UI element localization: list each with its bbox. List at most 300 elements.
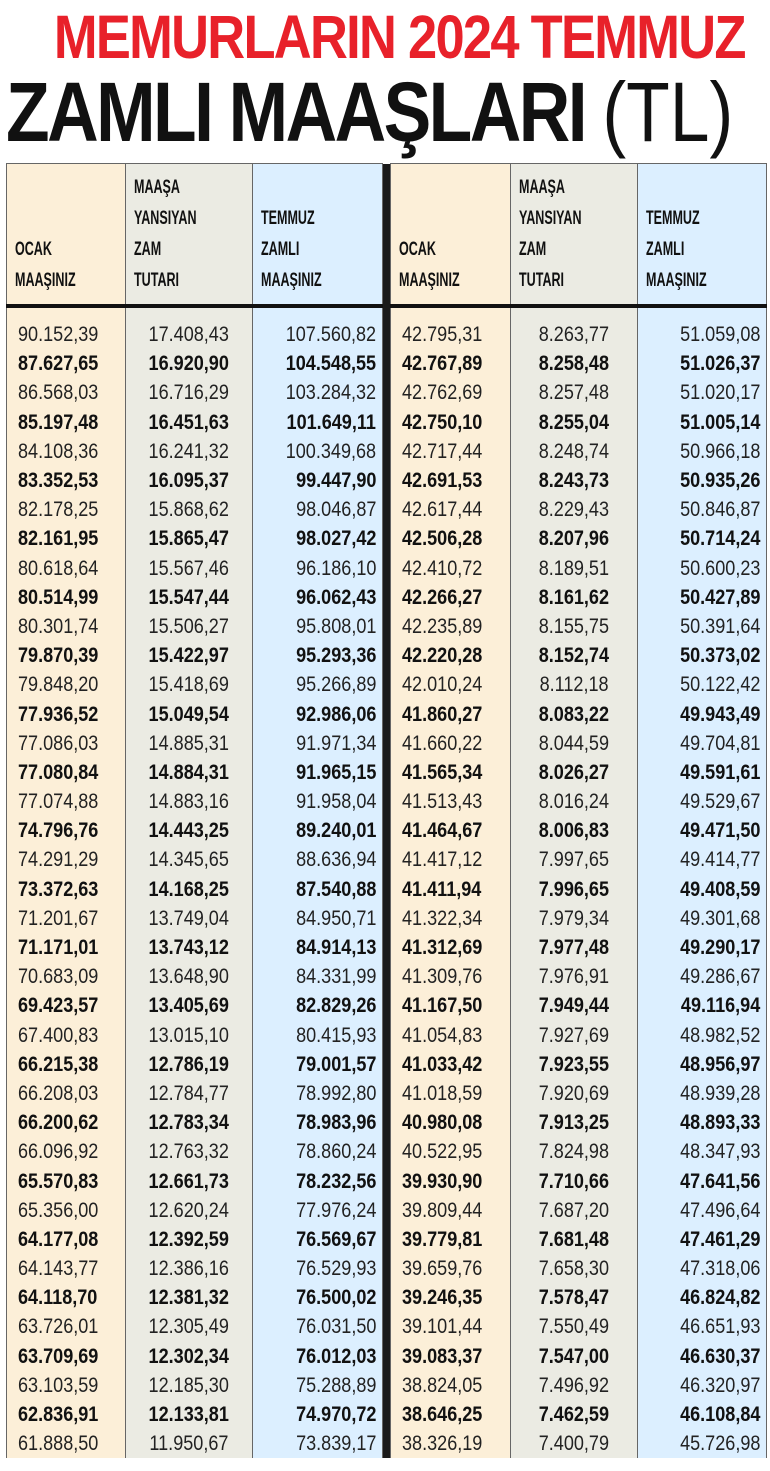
cell-temmuz-left: 96.186,10: [253, 554, 383, 583]
table-row: [7, 991, 767, 1020]
column-divider: [383, 904, 391, 933]
cell-zam-right: 8.255,04: [511, 408, 638, 437]
cell-zam-right: 7.658,30: [511, 1254, 638, 1283]
table-row: [7, 729, 767, 758]
cell-temmuz-left: 74.970,72: [253, 1400, 383, 1429]
cell-temmuz-right: 50.935,26: [638, 466, 767, 495]
cell-temmuz-right: 49.704,81: [638, 729, 767, 758]
cell-zam-left: 14.345,65: [126, 845, 253, 874]
table-row: [7, 670, 767, 699]
cell-temmuz-left: 88.636,94: [253, 845, 383, 874]
cell-ocak-right: 42.750,10: [391, 408, 511, 437]
column-divider: [383, 495, 391, 524]
cell-temmuz-left: 98.046,87: [253, 495, 383, 524]
cell-temmuz-left: 79.001,57: [253, 1050, 383, 1079]
cell-zam-left: 12.661,73: [126, 1166, 253, 1195]
table-row: [7, 1225, 767, 1254]
cell-zam-left: 14.168,25: [126, 875, 253, 904]
cell-temmuz-left: 78.983,96: [253, 1108, 383, 1137]
unit-label: (TL): [602, 65, 734, 159]
table-row: [7, 1166, 767, 1195]
cell-ocak-left: 82.161,95: [7, 524, 126, 553]
cell-zam-left: 15.567,46: [126, 554, 253, 583]
column-divider: [383, 962, 391, 991]
column-divider: [383, 320, 391, 349]
cell-zam-right: 7.547,00: [511, 1342, 638, 1371]
cell-temmuz-right: 50.714,24: [638, 524, 767, 553]
cell-ocak-right: 42.617,44: [391, 495, 511, 524]
cell-zam-left: 14.885,31: [126, 729, 253, 758]
cell-temmuz-right: 46.824,82: [638, 1283, 767, 1312]
cell-temmuz-right: 51.059,08: [638, 320, 767, 349]
cell-temmuz-right: 50.600,23: [638, 554, 767, 583]
cell-temmuz-right: 46.320,97: [638, 1371, 767, 1400]
cell-zam-right: 8.189,51: [511, 554, 638, 583]
cell-ocak-right: 38.824,05: [391, 1371, 511, 1400]
cell-ocak-left: 63.103,59: [7, 1371, 126, 1400]
header-zam-left: MAAŞA YANSIYAN ZAM TUTARI: [126, 164, 253, 307]
table-row: [7, 466, 767, 495]
header-row: [7, 164, 767, 307]
cell-temmuz-left: 84.914,13: [253, 933, 383, 962]
cell-zam-right: 8.006,83: [511, 816, 638, 845]
cell-zam-right: 8.257,48: [511, 378, 638, 407]
cell-ocak-right: 39.083,37: [391, 1342, 511, 1371]
table-row: [7, 524, 767, 553]
cell-zam-right: 7.996,65: [511, 875, 638, 904]
table-row: [7, 1137, 767, 1166]
header-zam-right: MAAŞA YANSIYAN ZAM TUTARI: [511, 164, 638, 307]
cell-zam-left: 12.392,59: [126, 1225, 253, 1254]
table-body: [7, 306, 767, 1458]
cell-temmuz-right: 50.846,87: [638, 495, 767, 524]
column-divider: [383, 787, 391, 816]
cell-temmuz-left: 91.958,04: [253, 787, 383, 816]
cell-temmuz-left: 87.540,88: [253, 875, 383, 904]
cell-ocak-left: 77.936,52: [7, 699, 126, 728]
cell-zam-right: 7.710,66: [511, 1166, 638, 1195]
cell-ocak-right: 41.411,94: [391, 875, 511, 904]
cell-zam-right: 7.681,48: [511, 1225, 638, 1254]
column-divider: [383, 466, 391, 495]
table-row: [7, 699, 767, 728]
column-divider: [383, 991, 391, 1020]
title-block: [0, 0, 770, 162]
cell-zam-left: 13.405,69: [126, 991, 253, 1020]
cell-ocak-right: 38.646,25: [391, 1400, 511, 1429]
column-divider: [383, 1021, 391, 1050]
cell-zam-left: 12.302,34: [126, 1342, 253, 1371]
cell-zam-left: 14.883,16: [126, 787, 253, 816]
cell-zam-right: 7.496,92: [511, 1371, 638, 1400]
cell-ocak-left: 66.208,03: [7, 1079, 126, 1108]
cell-temmuz-right: 49.529,67: [638, 787, 767, 816]
cell-ocak-left: 64.118,70: [7, 1283, 126, 1312]
cell-temmuz-left: 91.971,34: [253, 729, 383, 758]
column-divider: [383, 699, 391, 728]
cell-zam-right: 8.152,74: [511, 641, 638, 670]
cell-ocak-left: 66.096,92: [7, 1137, 126, 1166]
cell-ocak-left: 85.197,48: [7, 408, 126, 437]
column-divider: [383, 437, 391, 466]
cell-ocak-left: 64.143,77: [7, 1254, 126, 1283]
table-row: [7, 437, 767, 466]
column-divider: [383, 1079, 391, 1108]
column-divider: [383, 1196, 391, 1225]
cell-zam-left: 12.133,81: [126, 1400, 253, 1429]
column-divider: [383, 729, 391, 758]
column-divider: [383, 1400, 391, 1429]
cell-ocak-left: 77.074,88: [7, 787, 126, 816]
column-divider: [383, 1283, 391, 1312]
headline-bottom: [6, 67, 733, 157]
cell-temmuz-left: 84.950,71: [253, 904, 383, 933]
cell-temmuz-left: 84.331,99: [253, 962, 383, 991]
cell-ocak-left: 87.627,65: [7, 349, 126, 378]
cell-zam-left: 15.418,69: [126, 670, 253, 699]
table-row: [7, 378, 767, 407]
cell-ocak-left: 73.372,63: [7, 875, 126, 904]
column-divider: [383, 641, 391, 670]
cell-zam-left: 16.241,32: [126, 437, 253, 466]
cell-zam-right: 7.462,59: [511, 1400, 638, 1429]
cell-ocak-left: 65.356,00: [7, 1196, 126, 1225]
cell-ocak-left: 80.618,64: [7, 554, 126, 583]
table-row: [7, 554, 767, 583]
cell-ocak-right: 40.522,95: [391, 1137, 511, 1166]
column-divider: [383, 1312, 391, 1341]
column-divider: [383, 349, 391, 378]
cell-ocak-right: 41.464,67: [391, 816, 511, 845]
cell-zam-right: 7.687,20: [511, 1196, 638, 1225]
cell-temmuz-right: 50.966,18: [638, 437, 767, 466]
cell-zam-right: 8.161,62: [511, 583, 638, 612]
cell-temmuz-left: 76.031,50: [253, 1312, 383, 1341]
cell-ocak-right: 41.322,34: [391, 904, 511, 933]
cell-zam-right: 8.016,24: [511, 787, 638, 816]
cell-ocak-right: 39.659,76: [391, 1254, 511, 1283]
cell-temmuz-right: 49.414,77: [638, 845, 767, 874]
cell-ocak-left: 69.423,57: [7, 991, 126, 1020]
cell-ocak-right: 42.235,89: [391, 612, 511, 641]
cell-ocak-right: 42.506,28: [391, 524, 511, 553]
header-temmuz-right: TEMMUZ ZAMLI MAAŞINIZ: [638, 164, 767, 307]
cell-ocak-left: 61.888,50: [7, 1429, 126, 1458]
cell-zam-right: 7.977,48: [511, 933, 638, 962]
cell-zam-right: 7.923,55: [511, 1050, 638, 1079]
column-divider: [383, 554, 391, 583]
cell-temmuz-right: 49.408,59: [638, 875, 767, 904]
cell-zam-left: 13.749,04: [126, 904, 253, 933]
cell-temmuz-left: 95.808,01: [253, 612, 383, 641]
table-row: [7, 1429, 767, 1458]
cell-ocak-right: 41.054,83: [391, 1021, 511, 1050]
cell-zam-left: 15.049,54: [126, 699, 253, 728]
cell-ocak-left: 62.836,91: [7, 1400, 126, 1429]
cell-zam-right: 7.997,65: [511, 845, 638, 874]
cell-ocak-right: 42.717,44: [391, 437, 511, 466]
cell-temmuz-right: 46.651,93: [638, 1312, 767, 1341]
cell-zam-right: 8.248,74: [511, 437, 638, 466]
cell-ocak-left: 80.514,99: [7, 583, 126, 612]
cell-ocak-right: 39.246,35: [391, 1283, 511, 1312]
cell-ocak-left: 90.152,39: [7, 320, 126, 349]
cell-ocak-left: 83.352,53: [7, 466, 126, 495]
cell-ocak-right: 41.309,76: [391, 962, 511, 991]
cell-temmuz-right: 49.591,61: [638, 758, 767, 787]
cell-ocak-right: 41.860,27: [391, 699, 511, 728]
cell-zam-right: 8.263,77: [511, 320, 638, 349]
header-ocak-right: OCAK MAAŞINIZ: [391, 164, 511, 307]
cell-zam-left: 15.868,62: [126, 495, 253, 524]
cell-ocak-right: 41.167,50: [391, 991, 511, 1020]
cell-zam-right: 7.979,34: [511, 904, 638, 933]
cell-temmuz-left: 107.560,82: [253, 320, 383, 349]
cell-zam-right: 7.976,91: [511, 962, 638, 991]
table-row: [7, 787, 767, 816]
cell-ocak-right: 42.220,28: [391, 641, 511, 670]
table-row: [7, 1196, 767, 1225]
cell-zam-right: 7.913,25: [511, 1108, 638, 1137]
table-row: [7, 1079, 767, 1108]
table-row: [7, 904, 767, 933]
cell-zam-left: 14.884,31: [126, 758, 253, 787]
column-divider: [383, 408, 391, 437]
cell-temmuz-left: 103.284,32: [253, 378, 383, 407]
cell-temmuz-right: 51.026,37: [638, 349, 767, 378]
cell-ocak-left: 74.796,76: [7, 816, 126, 845]
column-divider: [383, 758, 391, 787]
cell-zam-right: 8.229,43: [511, 495, 638, 524]
cell-ocak-right: 41.565,34: [391, 758, 511, 787]
cell-temmuz-left: 77.976,24: [253, 1196, 383, 1225]
cell-temmuz-right: 50.122,42: [638, 670, 767, 699]
cell-temmuz-left: 99.447,90: [253, 466, 383, 495]
cell-temmuz-right: 46.630,37: [638, 1342, 767, 1371]
table-row: [7, 349, 767, 378]
cell-ocak-right: 39.779,81: [391, 1225, 511, 1254]
cell-temmuz-left: 98.027,42: [253, 524, 383, 553]
cell-ocak-right: 40.980,08: [391, 1108, 511, 1137]
cell-temmuz-right: 48.939,28: [638, 1079, 767, 1108]
column-divider: [383, 1254, 391, 1283]
cell-zam-right: 7.927,69: [511, 1021, 638, 1050]
column-divider: [383, 1225, 391, 1254]
cell-zam-right: 7.550,49: [511, 1312, 638, 1341]
cell-ocak-left: 82.178,25: [7, 495, 126, 524]
column-divider: [383, 1108, 391, 1137]
column-divider: [383, 378, 391, 407]
cell-temmuz-left: 78.992,80: [253, 1079, 383, 1108]
cell-ocak-left: 74.291,29: [7, 845, 126, 874]
cell-ocak-right: 41.018,59: [391, 1079, 511, 1108]
table-row: [7, 495, 767, 524]
table-row: [7, 641, 767, 670]
table-row: [7, 1342, 767, 1371]
column-divider: [383, 875, 391, 904]
cell-temmuz-left: 75.288,89: [253, 1371, 383, 1400]
cell-zam-right: 7.400,79: [511, 1429, 638, 1458]
cell-temmuz-left: 78.860,24: [253, 1137, 383, 1166]
column-divider: [383, 583, 391, 612]
cell-temmuz-right: 48.982,52: [638, 1021, 767, 1050]
cell-ocak-left: 70.683,09: [7, 962, 126, 991]
cell-ocak-right: 42.410,72: [391, 554, 511, 583]
cell-zam-left: 14.443,25: [126, 816, 253, 845]
column-divider: [383, 164, 391, 307]
table-row: [7, 1050, 767, 1079]
table-row: [7, 583, 767, 612]
table-row: [7, 1371, 767, 1400]
cell-ocak-left: 67.400,83: [7, 1021, 126, 1050]
cell-temmuz-right: 48.893,33: [638, 1108, 767, 1137]
cell-temmuz-left: 78.232,56: [253, 1166, 383, 1195]
column-divider: [383, 524, 391, 553]
cell-zam-left: 15.865,47: [126, 524, 253, 553]
cell-zam-right: 8.026,27: [511, 758, 638, 787]
cell-temmuz-left: 76.529,93: [253, 1254, 383, 1283]
cell-zam-left: 12.305,49: [126, 1312, 253, 1341]
cell-zam-right: 8.207,96: [511, 524, 638, 553]
cell-zam-right: 8.258,48: [511, 349, 638, 378]
cell-zam-left: 12.784,77: [126, 1079, 253, 1108]
cell-temmuz-right: 47.641,56: [638, 1166, 767, 1195]
cell-zam-left: 12.783,34: [126, 1108, 253, 1137]
column-divider: [383, 933, 391, 962]
cell-zam-right: 7.949,44: [511, 991, 638, 1020]
cell-ocak-left: 77.086,03: [7, 729, 126, 758]
cell-temmuz-right: 49.286,67: [638, 962, 767, 991]
cell-temmuz-left: 76.500,02: [253, 1283, 383, 1312]
cell-temmuz-left: 82.829,26: [253, 991, 383, 1020]
cell-temmuz-left: 100.349,68: [253, 437, 383, 466]
cell-ocak-right: 42.762,69: [391, 378, 511, 407]
cell-ocak-left: 64.177,08: [7, 1225, 126, 1254]
cell-ocak-right: 39.930,90: [391, 1166, 511, 1195]
cell-ocak-right: 41.033,42: [391, 1050, 511, 1079]
cell-zam-left: 13.743,12: [126, 933, 253, 962]
cell-zam-left: 13.015,10: [126, 1021, 253, 1050]
cell-temmuz-left: 95.266,89: [253, 670, 383, 699]
cell-temmuz-right: 47.461,29: [638, 1225, 767, 1254]
cell-temmuz-right: 49.290,17: [638, 933, 767, 962]
cell-temmuz-right: 48.347,93: [638, 1137, 767, 1166]
table-row: [7, 845, 767, 874]
cell-temmuz-left: 80.415,93: [253, 1021, 383, 1050]
table-row: [7, 816, 767, 845]
cell-ocak-right: 39.101,44: [391, 1312, 511, 1341]
cell-temmuz-right: 50.427,89: [638, 583, 767, 612]
cell-temmuz-right: 51.005,14: [638, 408, 767, 437]
cell-zam-left: 12.763,32: [126, 1137, 253, 1166]
cell-zam-left: 12.381,32: [126, 1283, 253, 1312]
header-ocak-left: OCAK MAAŞINIZ: [7, 164, 126, 307]
cell-ocak-right: 42.767,89: [391, 349, 511, 378]
cell-ocak-right: 41.417,12: [391, 845, 511, 874]
cell-ocak-left: 79.848,20: [7, 670, 126, 699]
cell-zam-right: 7.578,47: [511, 1283, 638, 1312]
cell-temmuz-right: 45.726,98: [638, 1429, 767, 1458]
cell-temmuz-left: 95.293,36: [253, 641, 383, 670]
header-temmuz-left: TEMMUZ ZAMLI MAAŞINIZ: [253, 164, 383, 307]
table-row: [7, 320, 767, 349]
column-divider: [383, 670, 391, 699]
cell-zam-left: 12.386,16: [126, 1254, 253, 1283]
column-divider: [383, 1371, 391, 1400]
cell-ocak-right: 42.691,53: [391, 466, 511, 495]
table-row: [7, 1283, 767, 1312]
cell-zam-left: 16.716,29: [126, 378, 253, 407]
column-divider: [383, 1050, 391, 1079]
cell-temmuz-right: 47.318,06: [638, 1254, 767, 1283]
cell-ocak-right: 42.266,27: [391, 583, 511, 612]
headline-main: ZAMLI MAAŞLARI: [6, 65, 586, 159]
cell-zam-left: 12.185,30: [126, 1371, 253, 1400]
cell-temmuz-right: 51.020,17: [638, 378, 767, 407]
cell-ocak-right: 38.326,19: [391, 1429, 511, 1458]
cell-temmuz-left: 76.012,03: [253, 1342, 383, 1371]
cell-ocak-left: 63.709,69: [7, 1342, 126, 1371]
cell-zam-right: 8.155,75: [511, 612, 638, 641]
cell-temmuz-left: 92.986,06: [253, 699, 383, 728]
cell-zam-left: 17.408,43: [126, 320, 253, 349]
column-divider: [383, 1429, 391, 1458]
table-row: [7, 1312, 767, 1341]
table-row: [7, 1254, 767, 1283]
cell-temmuz-left: 73.839,17: [253, 1429, 383, 1458]
cell-ocak-left: 86.568,03: [7, 378, 126, 407]
cell-temmuz-right: 49.471,50: [638, 816, 767, 845]
table-row: [7, 612, 767, 641]
cell-ocak-right: 41.660,22: [391, 729, 511, 758]
salary-table: [6, 163, 767, 1458]
cell-zam-right: 8.112,18: [511, 670, 638, 699]
table-spacer: [7, 306, 767, 320]
cell-temmuz-right: 48.956,97: [638, 1050, 767, 1079]
table-row: [7, 408, 767, 437]
table-row: [7, 962, 767, 991]
cell-zam-right: 8.243,73: [511, 466, 638, 495]
cell-ocak-right: 41.312,69: [391, 933, 511, 962]
cell-zam-left: 13.648,90: [126, 962, 253, 991]
cell-temmuz-right: 49.116,94: [638, 991, 767, 1020]
cell-zam-right: 8.044,59: [511, 729, 638, 758]
cell-temmuz-left: 96.062,43: [253, 583, 383, 612]
cell-zam-left: 16.920,90: [126, 349, 253, 378]
cell-ocak-left: 71.201,67: [7, 904, 126, 933]
cell-temmuz-right: 50.391,64: [638, 612, 767, 641]
cell-temmuz-right: 50.373,02: [638, 641, 767, 670]
column-divider: [383, 1137, 391, 1166]
cell-ocak-left: 63.726,01: [7, 1312, 126, 1341]
column-divider: [383, 1342, 391, 1371]
cell-zam-right: 7.824,98: [511, 1137, 638, 1166]
cell-temmuz-left: 104.548,55: [253, 349, 383, 378]
table-row: [7, 933, 767, 962]
salary-table-wrap: [6, 163, 766, 1471]
cell-zam-left: 15.422,97: [126, 641, 253, 670]
cell-ocak-right: 39.809,44: [391, 1196, 511, 1225]
cell-zam-right: 7.920,69: [511, 1079, 638, 1108]
headline-top: MEMURLARIN 2024 TEMMUZ: [53, 3, 745, 71]
cell-ocak-left: 77.080,84: [7, 758, 126, 787]
table-row: [7, 1400, 767, 1429]
table-row: [7, 875, 767, 904]
cell-temmuz-left: 101.649,11: [253, 408, 383, 437]
cell-ocak-right: 42.795,31: [391, 320, 511, 349]
cell-ocak-left: 65.570,83: [7, 1166, 126, 1195]
cell-temmuz-left: 89.240,01: [253, 816, 383, 845]
